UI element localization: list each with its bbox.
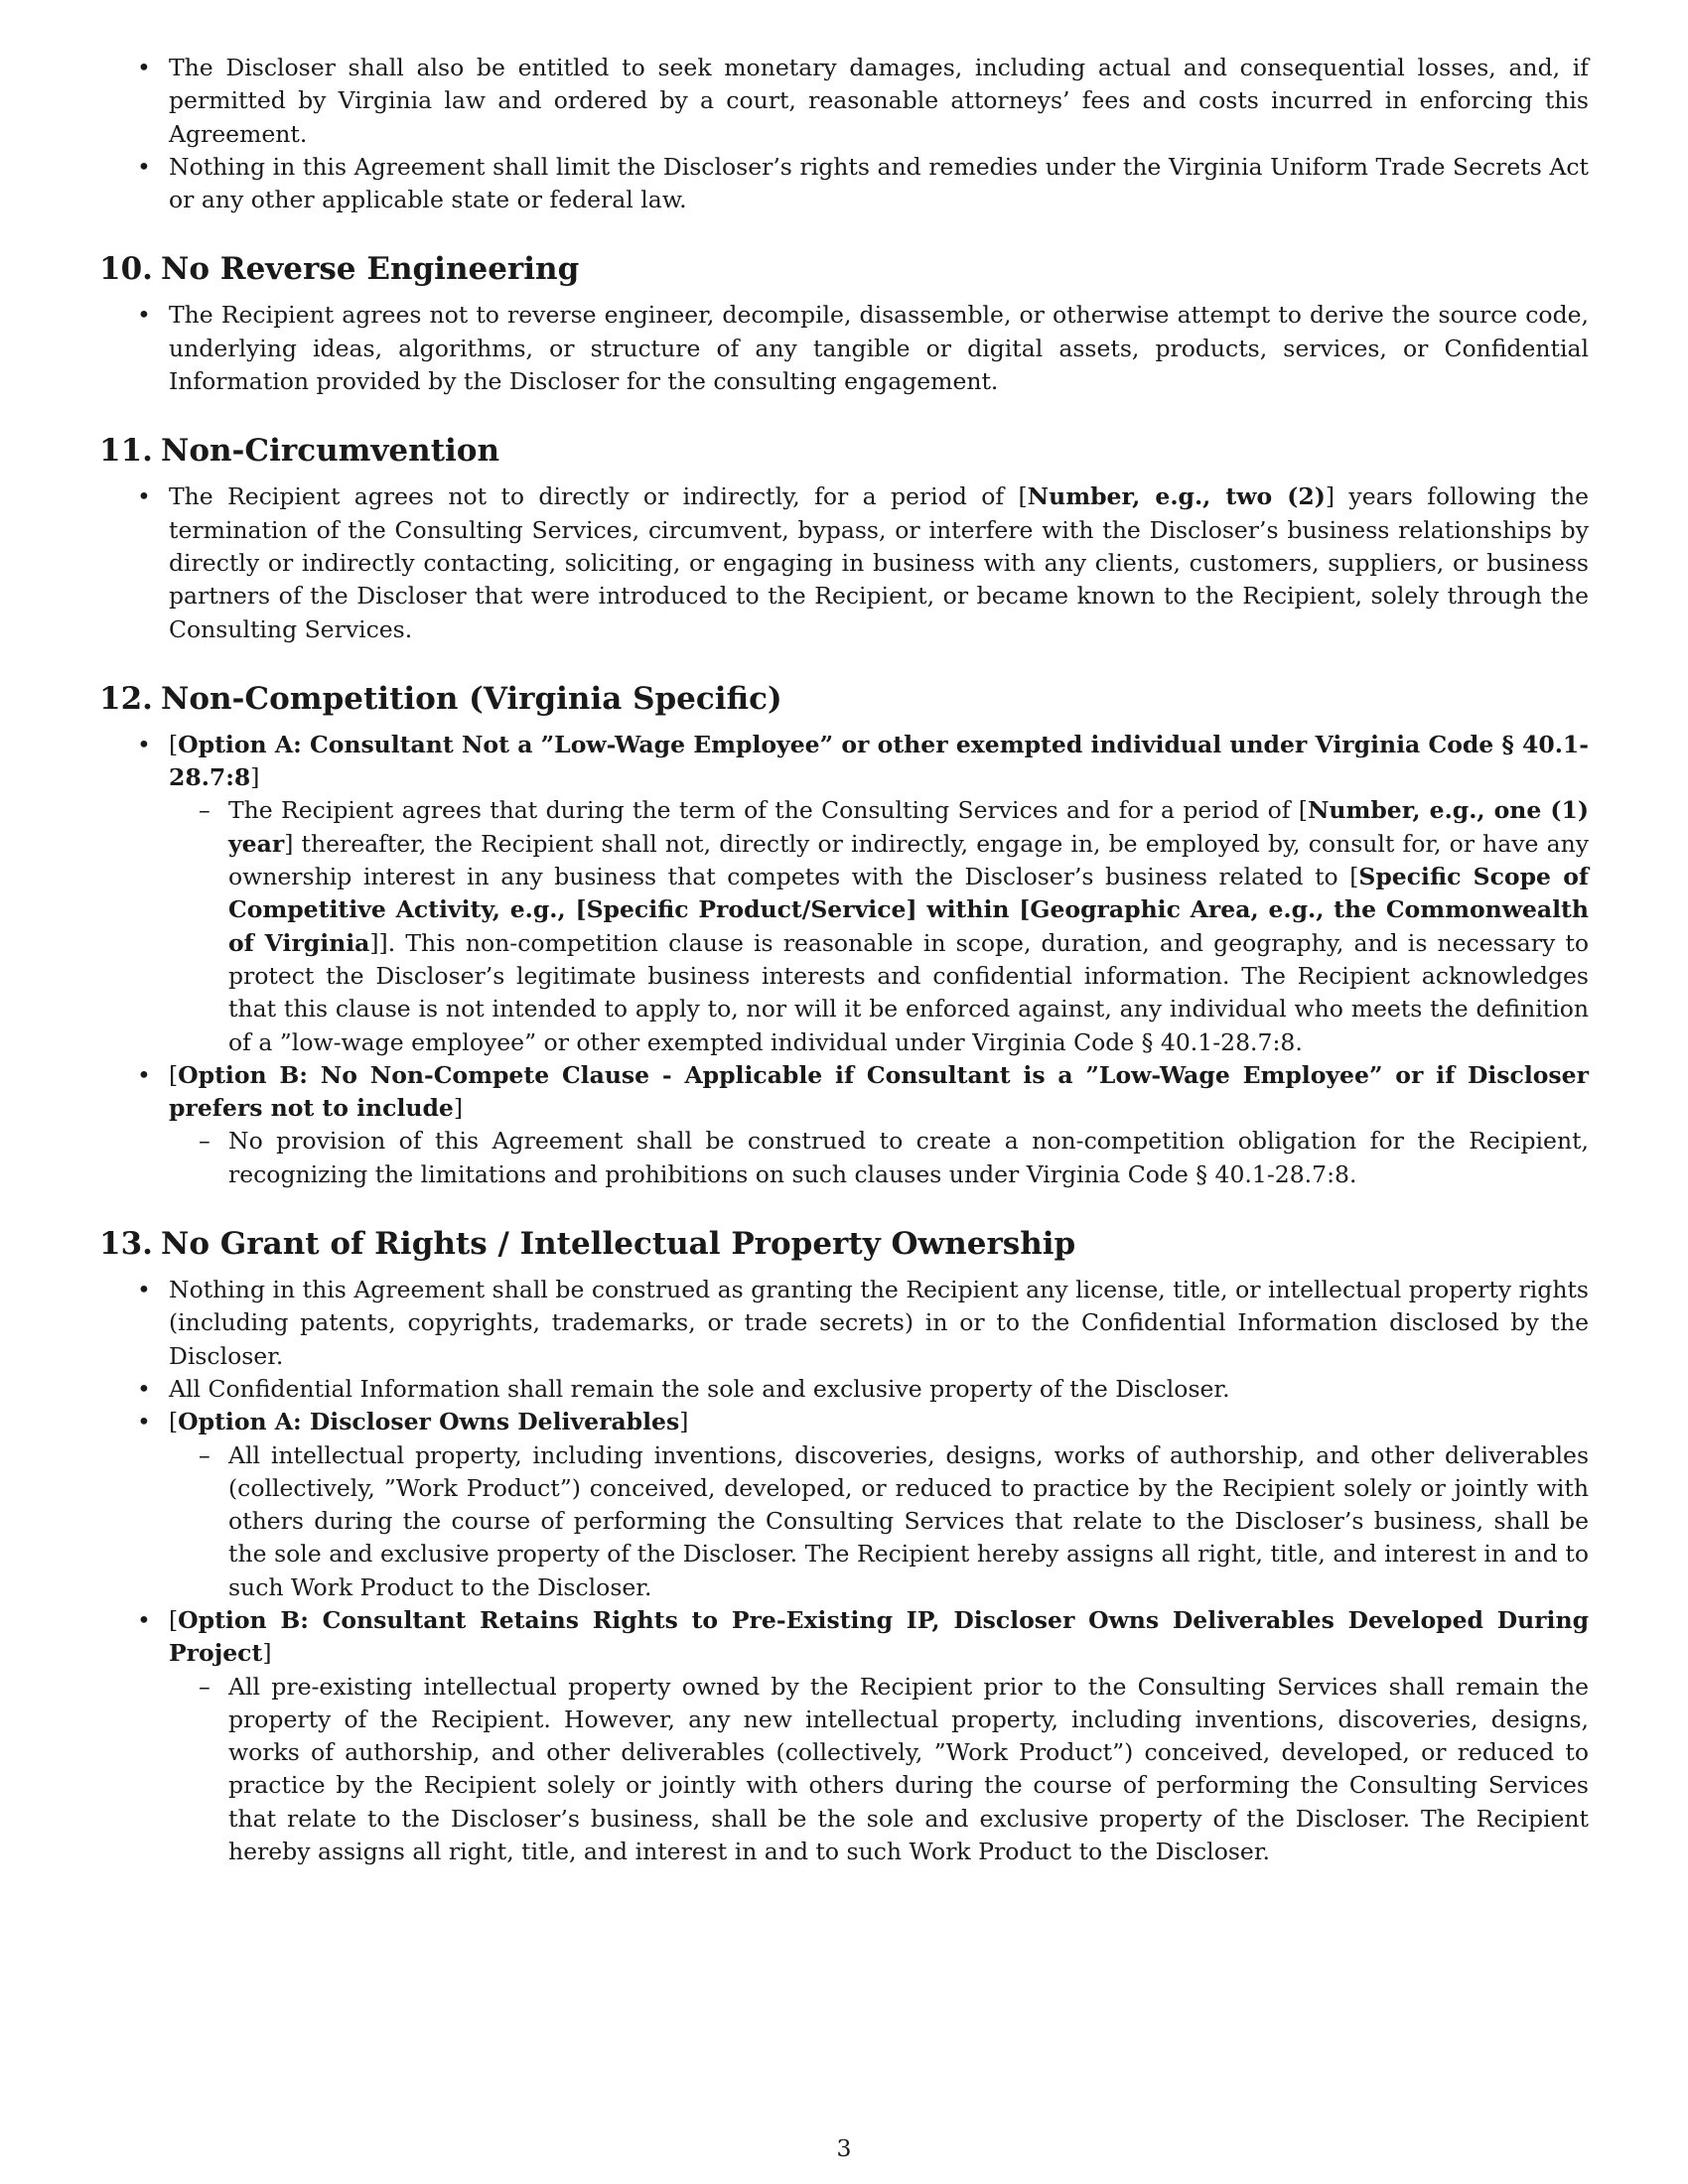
option-a-item: • [Option A: Discloser Owns Deliverables] – All intellectual property, including inventions, discoveries, designs, works of authorship, and other deliverables (collectively, ”Work Product”) conceived, developed, or reduced to practice by the Recipient solely or jointly with others during the course of performing the Consulting Services that relate to the Discloser’s business, shall be the sole and exclusive property of the Discloser. The Recipient hereby assigns all right, title, and interest in and to such Work Product to the Discloser. <box>99 1406 1589 1604</box>
section-list <box>99 729 1589 1191</box>
list-item: • Nothing in this Agreement shall limit the Discloser’s rights and remedies under the Virginia Uniform Trade Secrets Act or any other applicable state or federal law. <box>99 151 1589 217</box>
placeholder-term: Specific Scope of Competitive Activity, e.g., [Specific Product/Service] within [Geographic Area, e.g., the Commonwealth of Virginia <box>228 863 1590 957</box>
list-item: • The Discloser shall also be entitled to seek monetary damages, including actual and consequential losses, and, if permitted by Virginia law and ordered by a court, reasonable attorneys’ fees and costs incurred in enforcing this Agreement. <box>99 52 1589 151</box>
section-list <box>99 1274 1589 1868</box>
section-10 <box>99 249 1589 398</box>
section-number: 10. <box>99 251 153 288</box>
sub-list-item: – The Recipient agrees that during the term of the Consulting Services and for a period of [Number, e.g., one (1) year] thereafter, the Recipient shall not, directly or indirectly, engage in, be employed by, consult for, or have any ownership interest in any business that competes with the Discloser’s business related to [Specific Scope of Competitive Activity, e.g., [Specific Product/Service] within [Geographic Area, e.g., the Commonwealth of Virginia]]. This non-competition clause is reasonable in scope, duration, and geography, and is necessary to protect the Discloser’s legitimate business interests and confidential information. The Recipient acknowledges that this clause is not intended to apply to, nor will it be enforced against, any individual who meets the definition of a ”low-wage employee” or other exempted individual under Virginia Code § 40.1-28.7:8. <box>169 794 1589 1058</box>
option-b-item: • [Option B: No Non-Compete Clause - Applicable if Consultant is a ”Low-Wage Employee” or if Discloser prefers not to include] – No provision of this Agreement shall be construed to create a non-competition obligation for the Recipient, recognizing the limitations and prohibitions on such clauses under Virginia Code § 40.1-28.7:8. <box>99 1059 1589 1191</box>
section-title: No Reverse Engineering <box>161 251 580 288</box>
list-item: • The Recipient agrees not to directly or indirectly, for a period of [Number, e.g., two (2)] years following the termination of the Consulting Services, circumvent, bypass, or interfere with the Discloser’s business relationships by directly or indirectly contacting, soliciting, or engaging in business with any clients, customers, suppliers, or business partners of the Discloser that were introduced to the Recipient, or became known to the Recipient, solely through the Consulting Services. <box>99 480 1589 645</box>
section-heading <box>99 679 1589 719</box>
sub-list-item: – No provision of this Agreement shall be construed to create a non-competition obligation for the Recipient, recognizing the limitations and prohibitions on such clauses under Virginia Code § 40.1-28.7:8. <box>169 1125 1589 1191</box>
list-item: • Nothing in this Agreement shall be construed as granting the Recipient any license, title, or intellectual property rights (including patents, copyrights, trademarks, or trade secrets) in or to the Confidential Information disclosed by the Discloser. <box>99 1274 1589 1373</box>
placeholder-term: Number, e.g., two (2) <box>1027 482 1326 511</box>
section-title: Non-Competition (Virginia Specific) <box>161 680 782 717</box>
section-list <box>99 299 1589 398</box>
option-a-item: • [Option A: Consultant Not a ”Low-Wage Employee” or other exempted individual under Virginia Code § 40.1-28.7:8] – The Recipient agrees that during the term of the Consulting Services and for a period of [Number, e.g., one (1) year] thereafter, the Recipient shall not, directly or indirectly, engage in, be employed by, consult for, or have any ownership interest in any business that competes with the Discloser’s business related to [Specific Scope of Competitive Activity, e.g., [Specific Product/Service] within [Geographic Area, e.g., the Commonwealth of Virginia]]. This non-competition clause is reasonable in scope, duration, and geography, and is necessary to protect the Discloser’s legitimate business interests and confidential information. The Recipient acknowledges that this clause is not intended to apply to, nor will it be enforced against, any individual who meets the definition of a ”low-wage employee” or other exempted individual under Virginia Code § 40.1-28.7:8. <box>99 729 1589 1059</box>
list-item: • The Recipient agrees not to reverse engineer, decompile, disassemble, or otherwise attempt to derive the source code, underlying ideas, algorithms, or structure of any tangible or digital assets, products, services, or Confidential Information provided by the Discloser for the consulting engagement. <box>99 299 1589 398</box>
section-heading <box>99 249 1589 289</box>
option-label: Option B: No Non-Compete Clause - Applicable if Consultant is a ”Low-Wage Employee” or if Discloser prefers not to include <box>169 1060 1589 1123</box>
option-label: Option B: Consultant Retains Rights to Pre-Existing IP, Discloser Owns Deliverables Developed During Project <box>169 1605 1589 1668</box>
option-label: Option A: Consultant Not a ”Low-Wage Employee” or other exempted individual under Virginia Code § 40.1-28.7:8 <box>169 730 1589 792</box>
section-number: 12. <box>99 680 153 717</box>
section-11 <box>99 431 1589 645</box>
section-heading <box>99 431 1589 471</box>
section-title: No Grant of Rights / Intellectual Property Ownership <box>161 1226 1076 1263</box>
sub-list <box>169 1125 1589 1191</box>
section-number: 11. <box>99 433 153 470</box>
sub-list <box>169 1439 1589 1604</box>
page-number: 3 <box>836 2134 852 2162</box>
placeholder-term: Number, e.g., one (1) year <box>228 796 1589 858</box>
sub-list <box>169 1671 1589 1869</box>
section-12 <box>99 679 1589 1191</box>
section-heading <box>99 1224 1589 1264</box>
sub-list-item: – All intellectual property, including inventions, discoveries, designs, works of authorship, and other deliverables (collectively, ”Work Product”) conceived, developed, or reduced to practice by the Recipient solely or jointly with others during the course of performing the Consulting Services that relate to the Discloser’s business, shall be the sole and exclusive property of the Discloser. The Recipient hereby assigns all right, title, and interest in and to such Work Product to the Discloser. <box>169 1439 1589 1604</box>
section-title: Non-Circumvention <box>161 433 499 470</box>
document-body <box>99 52 1589 1868</box>
option-label: Option A: Discloser Owns Deliverables <box>178 1408 680 1436</box>
section-13 <box>99 1224 1589 1868</box>
sub-list-item: – All pre-existing intellectual property owned by the Recipient prior to the Consulting Services shall remain the property of the Recipient. However, any new intellectual property, including inventions, discoveries, designs, works of authorship, and other deliverables (collectively, ”Work Product”) conceived, developed, or reduced to practice by the Recipient solely or jointly with others during the course of performing the Consulting Services that relate to the Discloser’s business, shall be the sole and exclusive property of the Discloser. The Recipient hereby assigns all right, title, and interest in and to such Work Product to the Discloser. <box>169 1671 1589 1869</box>
option-b-item: • [Option B: Consultant Retains Rights to Pre-Existing IP, Discloser Owns Deliverables Developed During Project] – All pre-existing intellectual property owned by the Recipient prior to the Consulting Services shall remain the property of the Recipient. However, any new intellectual property, including inventions, discoveries, designs, works of authorship, and other deliverables (collectively, ”Work Product”) conceived, developed, or reduced to practice by the Recipient solely or jointly with others during the course of performing the Consulting Services that relate to the Discloser’s business, shall be the sole and exclusive property of the Discloser. The Recipient hereby assigns all right, title, and interest in and to such Work Product to the Discloser. <box>99 1604 1589 1868</box>
intro-list <box>99 52 1589 216</box>
list-item: • All Confidential Information shall remain the sole and exclusive property of the Discloser. <box>99 1373 1589 1406</box>
sub-list <box>169 794 1589 1058</box>
section-list <box>99 480 1589 645</box>
section-number: 13. <box>99 1226 153 1263</box>
